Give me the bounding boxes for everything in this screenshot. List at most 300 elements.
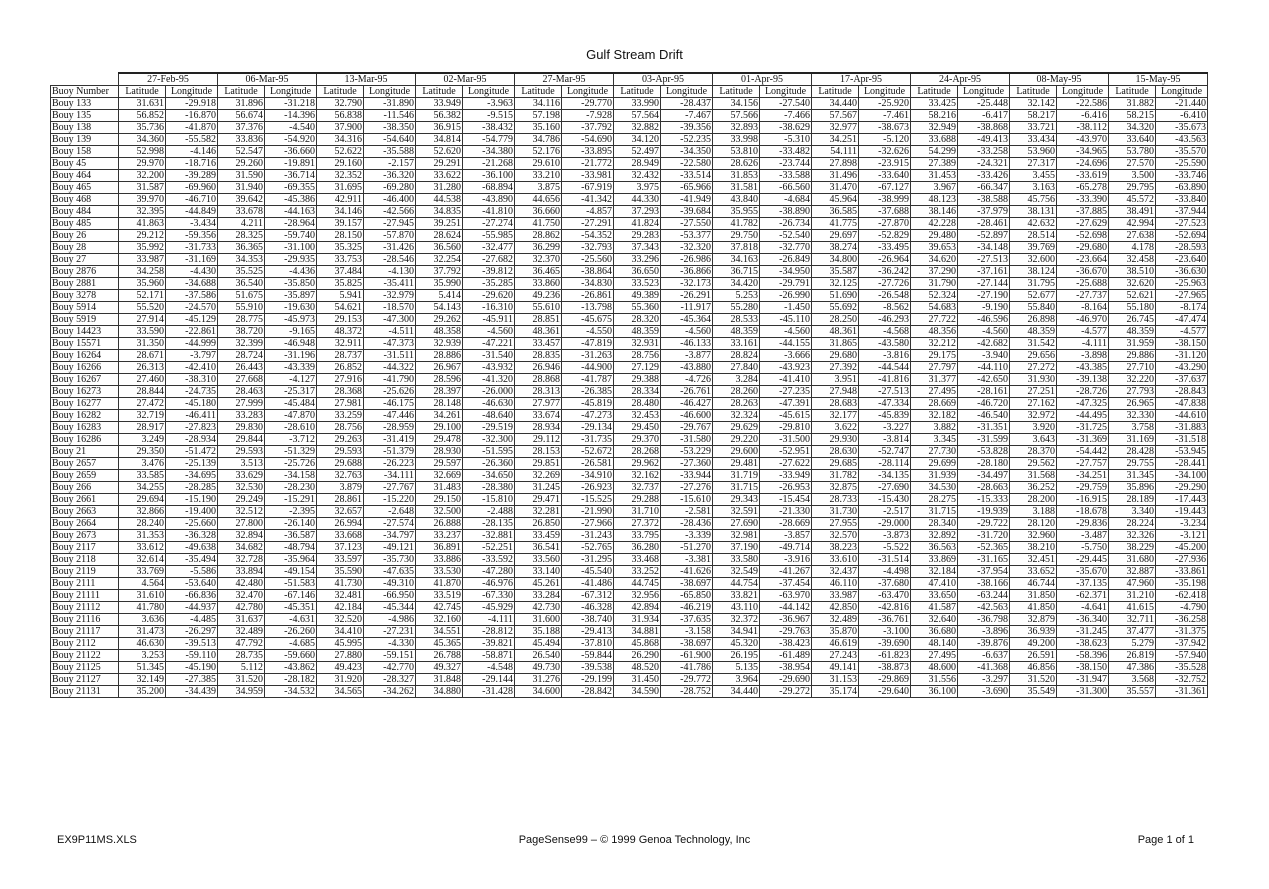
longitude-cell: -65.278 <box>1057 182 1109 194</box>
latitude-cell: 29.112 <box>515 434 562 446</box>
latitude-cell: 29.100 <box>416 422 463 434</box>
longitude-cell: -24.570 <box>166 302 218 314</box>
longitude-cell: -28.752 <box>661 686 713 698</box>
longitude-cell: -7.461 <box>859 110 911 122</box>
longitude-cell: -26.385 <box>562 386 614 398</box>
longitude-cell: -42.682 <box>958 338 1010 350</box>
longitude-cell: -45.911 <box>463 314 515 326</box>
latitude-cell: 32.458 <box>1109 254 1156 266</box>
longitude-cell: -23.744 <box>760 158 812 170</box>
longitude-cell: -31.100 <box>265 242 317 254</box>
longitude-cell: -47.870 <box>265 410 317 422</box>
latitude-cell: 44.538 <box>416 194 463 206</box>
buoy-name-cell: Bouy 2117 <box>51 542 119 554</box>
latitude-cell: 34.590 <box>614 686 661 698</box>
latitude-cell: 32.949 <box>911 122 958 134</box>
latitude-cell: 41.850 <box>1010 602 1057 614</box>
longitude-cell: -28.669 <box>760 518 812 530</box>
longitude-cell: -27.513 <box>859 386 911 398</box>
buoy-name-cell: Bouy 135 <box>51 110 119 122</box>
latitude-cell: 37.290 <box>911 266 958 278</box>
longitude-cell: -52.251 <box>463 542 515 554</box>
longitude-cell: -52.235 <box>661 134 713 146</box>
longitude-cell: -34.650 <box>463 470 515 482</box>
latitude-cell: 33.585 <box>119 470 166 482</box>
latitude-cell: 26.898 <box>1010 314 1057 326</box>
table-row <box>51 542 1208 554</box>
latitude-header: Latitude <box>1010 86 1057 98</box>
longitude-cell: -5.586 <box>166 566 218 578</box>
latitude-cell: 34.814 <box>416 134 463 146</box>
latitude-cell: 29.260 <box>218 158 265 170</box>
latitude-cell: 33.869 <box>911 554 958 566</box>
longitude-cell: -3.666 <box>760 350 812 362</box>
latitude-cell: 29.153 <box>317 314 364 326</box>
table-row <box>51 410 1208 422</box>
longitude-header: Longitude <box>364 86 416 98</box>
latitude-cell: 28.368 <box>317 386 364 398</box>
longitude-cell: -58.871 <box>463 650 515 662</box>
longitude-cell: -51.270 <box>661 542 713 554</box>
latitude-cell: 52.324 <box>911 290 958 302</box>
latitude-cell: 4.178 <box>1109 242 1156 254</box>
longitude-cell: -25.920 <box>859 98 911 110</box>
longitude-cell: -49.638 <box>166 542 218 554</box>
latitude-cell: 55.610 <box>515 302 562 314</box>
longitude-cell: -31.295 <box>562 554 614 566</box>
longitude-cell: -5.750 <box>1057 542 1109 554</box>
table-row <box>51 482 1208 494</box>
buoy-name-cell: Bouy 468 <box>51 194 119 206</box>
longitude-cell: -54.640 <box>364 134 416 146</box>
longitude-cell: -51.583 <box>265 578 317 590</box>
latitude-cell: 32.500 <box>416 506 463 518</box>
latitude-cell: 27.880 <box>317 650 364 662</box>
longitude-cell: -37.979 <box>958 206 1010 218</box>
latitude-cell: 27.317 <box>1010 158 1057 170</box>
buoy-name-cell: Bouy 158 <box>51 146 119 158</box>
longitude-cell: -37.161 <box>958 266 1010 278</box>
longitude-cell: -28.441 <box>1156 458 1208 470</box>
latitude-cell: 27.668 <box>218 374 265 386</box>
longitude-cell: -46.175 <box>364 398 416 410</box>
longitude-cell: -29.836 <box>1057 518 1109 530</box>
latitude-cell: 31.959 <box>1109 338 1156 350</box>
latitude-cell: 31.276 <box>515 674 562 686</box>
longitude-cell: -32.626 <box>859 146 911 158</box>
longitude-cell: -38.310 <box>166 374 218 386</box>
latitude-cell: 27.793 <box>1109 386 1156 398</box>
longitude-cell: -38.629 <box>760 122 812 134</box>
longitude-cell: -35.570 <box>1156 146 1208 158</box>
latitude-cell: 49.200 <box>1010 638 1057 650</box>
longitude-cell: -28.437 <box>661 98 713 110</box>
longitude-cell: -36.660 <box>265 146 317 158</box>
longitude-cell: -46.710 <box>166 194 218 206</box>
latitude-header: Latitude <box>911 86 958 98</box>
latitude-cell: 34.320 <box>1109 122 1156 134</box>
latitude-cell: 53.960 <box>1010 146 1057 158</box>
longitude-cell: -59.740 <box>265 230 317 242</box>
longitude-cell: -45.344 <box>364 602 416 614</box>
latitude-cell: 29.212 <box>119 230 166 242</box>
latitude-cell: 34.440 <box>812 98 859 110</box>
latitude-cell: 26.313 <box>119 362 166 374</box>
longitude-cell: -45.364 <box>661 314 713 326</box>
latitude-cell: 29.343 <box>713 494 760 506</box>
longitude-cell: -6.417 <box>958 110 1010 122</box>
longitude-cell: -61.823 <box>859 650 911 662</box>
longitude-cell: -11.546 <box>364 110 416 122</box>
longitude-header: Longitude <box>859 86 911 98</box>
latitude-cell: 34.163 <box>713 254 760 266</box>
longitude-cell: -38.623 <box>1057 638 1109 650</box>
longitude-cell: -3.896 <box>958 626 1010 638</box>
longitude-cell: -14.396 <box>265 110 317 122</box>
longitude-cell: -31.426 <box>364 242 416 254</box>
longitude-cell: -52.365 <box>958 542 1010 554</box>
latitude-cell: 34.146 <box>317 206 364 218</box>
table-row <box>51 98 1208 110</box>
table-row <box>51 290 1208 302</box>
longitude-cell: -3.487 <box>1057 530 1109 542</box>
longitude-cell: -26.548 <box>859 290 911 302</box>
latitude-cell: 42.184 <box>317 602 364 614</box>
longitude-cell: -29.770 <box>562 98 614 110</box>
longitude-cell: -41.486 <box>562 578 614 590</box>
latitude-cell: 51.690 <box>812 290 859 302</box>
latitude-cell: 34.316 <box>317 134 364 146</box>
latitude-cell: 54.299 <box>911 146 958 158</box>
latitude-cell: 33.434 <box>1010 134 1057 146</box>
longitude-cell: -52.672 <box>562 446 614 458</box>
latitude-cell: 26.540 <box>515 650 562 662</box>
longitude-cell: -27.767 <box>364 482 416 494</box>
longitude-cell: -21.990 <box>562 506 614 518</box>
latitude-cell: 28.626 <box>713 158 760 170</box>
longitude-cell: -18.716 <box>166 158 218 170</box>
longitude-cell: -31.165 <box>958 554 1010 566</box>
latitude-cell: 28.189 <box>1109 494 1156 506</box>
longitude-cell: -39.812 <box>463 266 515 278</box>
longitude-cell: -38.868 <box>958 122 1010 134</box>
longitude-cell: -37.454 <box>760 578 812 590</box>
latitude-cell: 33.753 <box>317 254 364 266</box>
longitude-cell: -53.945 <box>1156 446 1208 458</box>
latitude-cell: 28.851 <box>515 314 562 326</box>
latitude-cell: 55.280 <box>713 302 760 314</box>
longitude-cell: -35.730 <box>364 554 416 566</box>
latitude-cell: 37.477 <box>1109 626 1156 638</box>
longitude-cell: -27.513 <box>958 254 1010 266</box>
latitude-cell: 31.450 <box>614 674 661 686</box>
latitude-cell: 29.283 <box>614 230 661 242</box>
latitude-cell: 27.638 <box>1109 230 1156 242</box>
buoy-name-cell: Bouy 21112 <box>51 602 119 614</box>
longitude-cell: -53.229 <box>661 446 713 458</box>
latitude-cell: 27.710 <box>1109 362 1156 374</box>
latitude-cell: 45.320 <box>713 638 760 650</box>
latitude-header: Latitude <box>1109 86 1156 98</box>
latitude-cell: 3.568 <box>1109 674 1156 686</box>
longitude-cell: -25.626 <box>364 386 416 398</box>
longitude-cell: -31.720 <box>958 530 1010 542</box>
longitude-cell: -3.898 <box>1057 350 1109 362</box>
longitude-cell: -33.840 <box>1156 194 1208 206</box>
latitude-cell: 32.520 <box>317 614 364 626</box>
latitude-cell: 42.745 <box>416 602 463 614</box>
latitude-cell: 33.987 <box>812 590 859 602</box>
date-header: 13-Mar-95 <box>317 73 416 86</box>
latitude-cell: 58.217 <box>1010 110 1057 122</box>
longitude-cell: -43.880 <box>661 362 713 374</box>
longitude-cell: -37.944 <box>1156 206 1208 218</box>
latitude-cell: 48.361 <box>812 326 859 338</box>
longitude-cell: -31.300 <box>1057 686 1109 698</box>
longitude-cell: -32.300 <box>463 434 515 446</box>
latitude-cell: 32.719 <box>119 410 166 422</box>
longitude-cell: -52.540 <box>760 230 812 242</box>
longitude-cell: -52.747 <box>859 446 911 458</box>
latitude-cell: 28.886 <box>416 350 463 362</box>
longitude-cell: -46.293 <box>859 314 911 326</box>
longitude-cell: -43.580 <box>859 338 911 350</box>
latitude-cell: 45.868 <box>614 638 661 650</box>
longitude-cell: -36.967 <box>760 614 812 626</box>
latitude-cell: 48.356 <box>911 326 958 338</box>
longitude-cell: -59.151 <box>364 650 416 662</box>
latitude-cell: 29.685 <box>812 458 859 470</box>
longitude-cell: -35.673 <box>1156 122 1208 134</box>
latitude-cell: 29.388 <box>614 374 661 386</box>
longitude-cell: -8.174 <box>1156 302 1208 314</box>
longitude-cell: -49.154 <box>265 566 317 578</box>
latitude-cell: 29.562 <box>1010 458 1057 470</box>
longitude-cell: -27.936 <box>1156 554 1208 566</box>
latitude-cell: 28.861 <box>317 494 364 506</box>
longitude-cell: -36.587 <box>265 530 317 542</box>
date-header: 17-Apr-95 <box>812 73 911 86</box>
longitude-cell: -35.964 <box>265 554 317 566</box>
longitude-cell: -15.610 <box>661 494 713 506</box>
latitude-cell: 32.125 <box>812 278 859 290</box>
longitude-cell: -45.190 <box>166 662 218 674</box>
longitude-cell: -29.199 <box>562 674 614 686</box>
longitude-cell: -27.757 <box>1057 458 1109 470</box>
latitude-cell: 29.480 <box>911 230 958 242</box>
buoy-name-cell: Bouy 15571 <box>51 338 119 350</box>
longitude-cell: -46.328 <box>562 602 614 614</box>
latitude-cell: 41.750 <box>515 218 562 230</box>
longitude-cell: -36.714 <box>265 170 317 182</box>
longitude-cell: -32.770 <box>760 242 812 254</box>
latitude-cell: 44.754 <box>713 578 760 590</box>
latitude-cell: 31.600 <box>515 614 562 626</box>
latitude-cell: 49.423 <box>317 662 364 674</box>
longitude-cell: -39.684 <box>661 206 713 218</box>
latitude-cell: 33.629 <box>218 470 265 482</box>
latitude-cell: 42.228 <box>911 218 958 230</box>
latitude-cell: 27.690 <box>713 518 760 530</box>
buoy-name-cell: Bouy 5914 <box>51 302 119 314</box>
row-header-label: Buoy Number <box>51 86 119 98</box>
longitude-cell: -26.000 <box>463 386 515 398</box>
longitude-cell: -4.577 <box>1057 326 1109 338</box>
latitude-cell: 31.719 <box>713 470 760 482</box>
longitude-cell: -4.577 <box>1156 326 1208 338</box>
latitude-cell: 47.792 <box>218 638 265 650</box>
latitude-cell: 29.288 <box>614 494 661 506</box>
latitude-cell: 35.992 <box>119 242 166 254</box>
latitude-cell: 38.229 <box>1109 542 1156 554</box>
longitude-cell: -38.873 <box>859 662 911 674</box>
latitude-cell: 28.533 <box>713 314 760 326</box>
longitude-cell: -6.416 <box>1057 110 1109 122</box>
longitude-cell: -31.419 <box>364 434 416 446</box>
longitude-cell: -29.000 <box>859 518 911 530</box>
table-row <box>51 134 1208 146</box>
buoy-name-cell: Bouy 2119 <box>51 566 119 578</box>
longitude-cell: -47.391 <box>760 398 812 410</box>
buoy-name-cell: Bouy 16266 <box>51 362 119 374</box>
longitude-cell: -45.819 <box>562 398 614 410</box>
longitude-header: Longitude <box>166 86 218 98</box>
longitude-cell: -3.916 <box>760 554 812 566</box>
latitude-cell: 34.261 <box>416 410 463 422</box>
longitude-cell: -59.356 <box>166 230 218 242</box>
latitude-cell: 33.530 <box>416 566 463 578</box>
latitude-cell: 36.715 <box>713 266 760 278</box>
longitude-cell: -44.937 <box>166 602 218 614</box>
longitude-cell: -36.670 <box>1057 266 1109 278</box>
longitude-cell: -27.523 <box>1156 218 1208 230</box>
latitude-cell: 28.514 <box>1010 230 1057 242</box>
latitude-cell: 55.180 <box>1109 302 1156 314</box>
latitude-cell: 31.470 <box>812 182 859 194</box>
latitude-cell: 27.460 <box>119 374 166 386</box>
latitude-cell: 31.782 <box>812 470 859 482</box>
longitude-cell: -35.670 <box>1057 566 1109 578</box>
longitude-cell: -41.410 <box>760 374 812 386</box>
longitude-cell: -54.690 <box>562 134 614 146</box>
longitude-cell: -34.350 <box>661 146 713 158</box>
latitude-cell: 32.591 <box>713 506 760 518</box>
longitude-cell: -19.400 <box>166 506 218 518</box>
latitude-cell: 33.769 <box>119 566 166 578</box>
longitude-cell: -39.513 <box>166 638 218 650</box>
longitude-cell: -54.352 <box>562 230 614 242</box>
longitude-cell: -32.881 <box>463 530 515 542</box>
latitude-cell: 32.972 <box>1010 410 1057 422</box>
longitude-cell: -4.548 <box>463 662 515 674</box>
latitude-cell: 33.821 <box>713 590 760 602</box>
longitude-cell: -36.258 <box>1156 614 1208 626</box>
latitude-cell: 52.677 <box>1010 290 1057 302</box>
longitude-cell: -7.928 <box>562 110 614 122</box>
longitude-cell: -43.890 <box>463 194 515 206</box>
latitude-cell: 46.630 <box>119 638 166 650</box>
longitude-cell: -27.823 <box>166 422 218 434</box>
longitude-cell: -39.876 <box>958 638 1010 650</box>
longitude-cell: -18.678 <box>1057 506 1109 518</box>
longitude-cell: -38.673 <box>859 122 911 134</box>
latitude-cell: 57.566 <box>713 110 760 122</box>
latitude-cell: 44.745 <box>614 578 661 590</box>
longitude-cell: -44.610 <box>1156 410 1208 422</box>
latitude-cell: 35.549 <box>1010 686 1057 698</box>
longitude-cell: -47.221 <box>463 338 515 350</box>
latitude-cell: 44.656 <box>515 194 562 206</box>
latitude-cell: 42.632 <box>1010 218 1057 230</box>
latitude-cell: 29.263 <box>317 434 364 446</box>
longitude-cell: -48.794 <box>265 542 317 554</box>
latitude-cell: 57.198 <box>515 110 562 122</box>
latitude-cell: 43.110 <box>713 602 760 614</box>
longitude-cell: -29.918 <box>166 98 218 110</box>
longitude-cell: -31.361 <box>1156 686 1208 698</box>
latitude-cell: 26.967 <box>416 362 463 374</box>
longitude-cell: -38.150 <box>1057 662 1109 674</box>
latitude-cell: 29.481 <box>713 458 760 470</box>
latitude-cell: 54.143 <box>416 302 463 314</box>
latitude-cell: 5.135 <box>713 662 760 674</box>
latitude-cell: 28.949 <box>614 158 661 170</box>
longitude-cell: -39.138 <box>1057 374 1109 386</box>
table-row <box>51 554 1208 566</box>
longitude-cell: -35.494 <box>166 554 218 566</box>
longitude-cell: -4.540 <box>265 122 317 134</box>
buoy-name-cell: Bouy 16286 <box>51 434 119 446</box>
latitude-cell: 41.780 <box>119 602 166 614</box>
longitude-cell: -15.454 <box>760 494 812 506</box>
longitude-cell: -47.446 <box>364 410 416 422</box>
latitude-cell: 27.722 <box>911 314 958 326</box>
page-title: Gulf Stream Drift <box>586 47 683 62</box>
buoy-name-cell: Bouy 2876 <box>51 266 119 278</box>
longitude-cell: -18.570 <box>364 302 416 314</box>
longitude-cell: -67.330 <box>463 590 515 602</box>
table-row <box>51 326 1208 338</box>
latitude-cell: 29.471 <box>515 494 562 506</box>
latitude-cell: 31.353 <box>119 530 166 542</box>
longitude-cell: -27.540 <box>760 98 812 110</box>
longitude-cell: -44.999 <box>166 338 218 350</box>
latitude-cell: 34.959 <box>218 686 265 698</box>
longitude-cell: -27.274 <box>463 218 515 230</box>
latitude-cell: 27.272 <box>1010 362 1057 374</box>
latitude-cell: 27.495 <box>911 650 958 662</box>
longitude-cell: -9.190 <box>958 302 1010 314</box>
date-header: 15-May-95 <box>1109 73 1208 86</box>
latitude-cell: 27.570 <box>1109 158 1156 170</box>
latitude-cell: 55.692 <box>812 302 859 314</box>
latitude-cell: 49.141 <box>812 662 859 674</box>
longitude-cell: -29.722 <box>958 518 1010 530</box>
buoy-name-cell: Bouy 2881 <box>51 278 119 290</box>
latitude-cell: 38.146 <box>911 206 958 218</box>
latitude-cell: 28.917 <box>119 422 166 434</box>
longitude-cell: -41.342 <box>562 194 614 206</box>
latitude-cell: 3.967 <box>911 182 958 194</box>
latitude-cell: 3.500 <box>1109 170 1156 182</box>
longitude-cell: -38.890 <box>760 206 812 218</box>
longitude-cell: -4.986 <box>364 614 416 626</box>
longitude-cell: -33.944 <box>661 470 713 482</box>
latitude-cell: 39.769 <box>1010 242 1057 254</box>
latitude-cell: 41.782 <box>713 218 760 230</box>
latitude-cell: 26.965 <box>1109 398 1156 410</box>
longitude-cell: -52.897 <box>958 230 1010 242</box>
